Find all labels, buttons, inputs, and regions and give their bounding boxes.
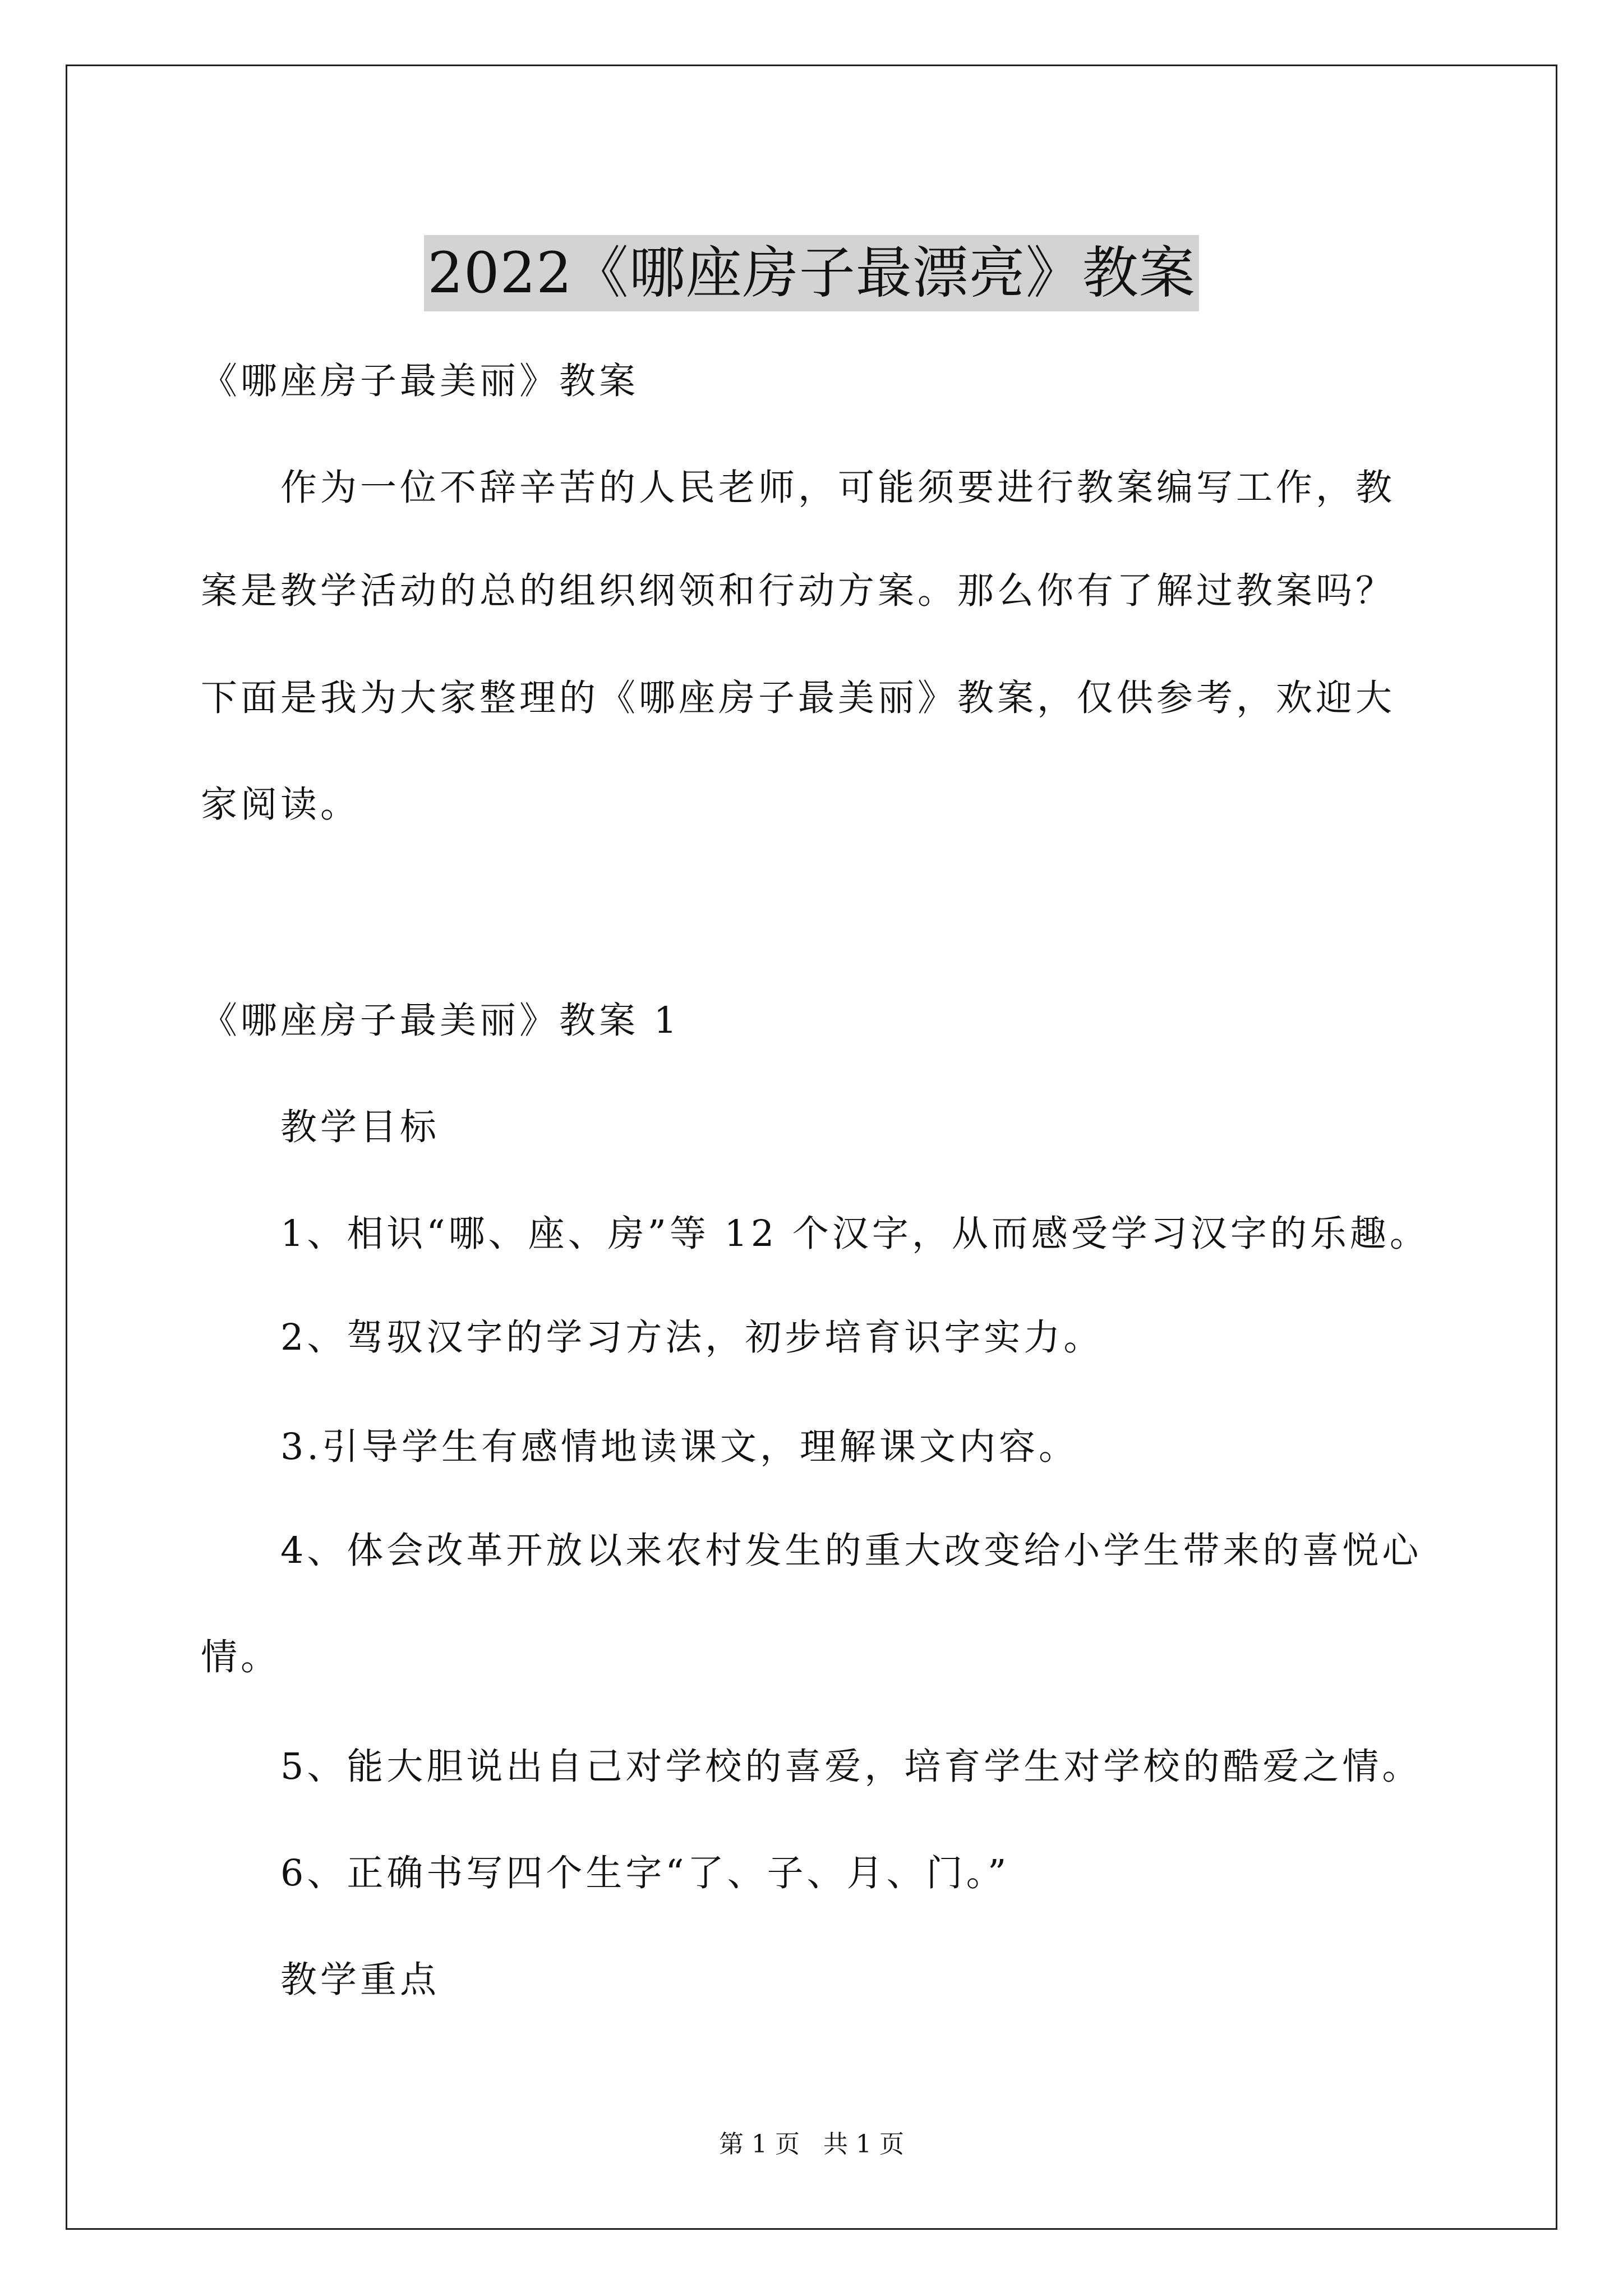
list-item: 2、驾驭汉字的学习方法，初步培育识字实力。 — [280, 1317, 1104, 1359]
paragraph-line: 下面是我为大家整理的《哪座房子最美丽》教案，仅供参考，欢迎大 — [201, 677, 1396, 719]
list-item: 3.引导学生有感情地读课文，理解课文内容。 — [280, 1426, 1079, 1468]
subtitle-line: 《哪座房子最美丽》教案 — [201, 360, 639, 402]
list-item: 6、正确书写四个生字“了、子、月、门。” — [280, 1852, 1010, 1894]
paragraph-line: 家阅读。 — [201, 784, 361, 826]
list-item: 4、体会改革开放以来农村发生的重大改变给小学生带来的喜悦心 — [280, 1530, 1422, 1572]
paragraph-line: 作为一位不辞辛苦的人民老师，可能须要进行教案编写工作，教 — [280, 467, 1396, 509]
title-container — [0, 197, 1623, 349]
list-item-continuation: 情。 — [201, 1636, 281, 1678]
paragraph-line: 案是教学活动的总的组织纲领和行动方案。那么你有了解过教案吗？ — [201, 570, 1396, 612]
document-title: 2022《哪座房子最漂亮》教案 — [424, 235, 1199, 311]
subsection-heading: 教学目标 — [280, 1106, 440, 1148]
list-item: 1、相识“哪、座、房”等 12 个汉字，从而感受学习汉字的乐趣。 — [280, 1213, 1430, 1255]
list-item: 5、能大胆说出自己对学校的喜爱，培育学生对学校的酷爱之情。 — [280, 1746, 1422, 1788]
subsection-heading: 教学重点 — [280, 1959, 440, 2001]
section-heading: 《哪座房子最美丽》教案 1 — [201, 1000, 681, 1042]
page-footer: 第 1 页 共 1 页 — [719, 2130, 904, 2159]
